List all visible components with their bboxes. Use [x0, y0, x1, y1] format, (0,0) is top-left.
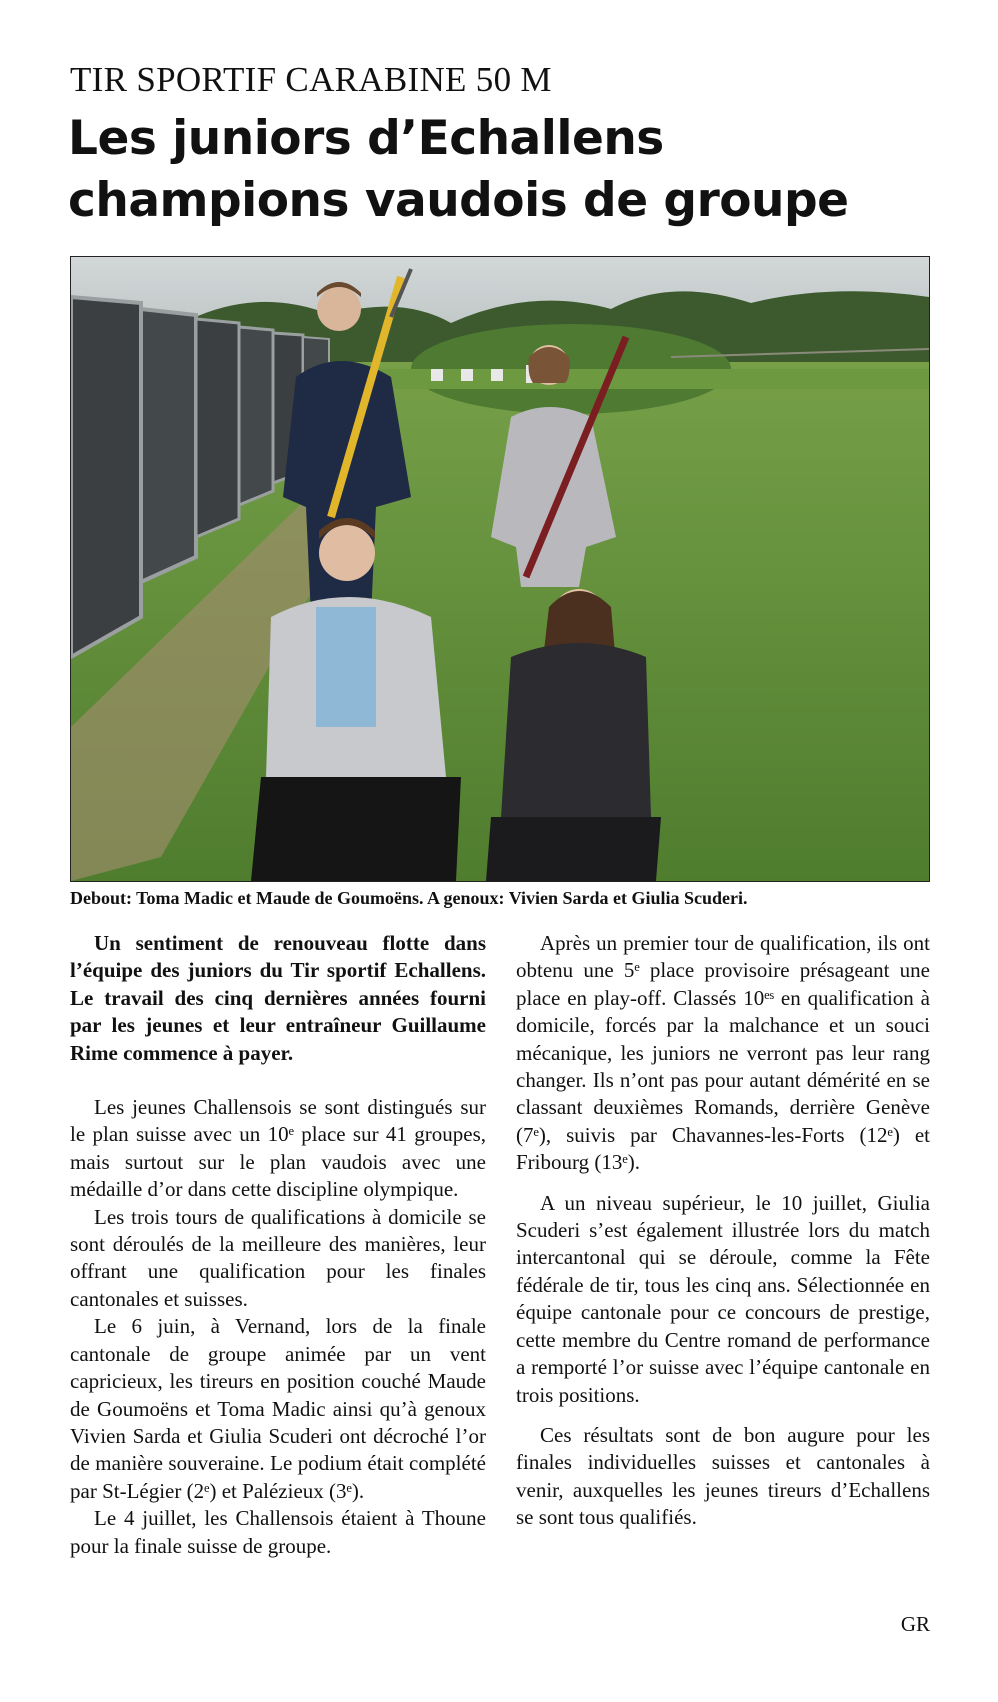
author-signature: GR: [900, 1612, 930, 1636]
article-column-left: [70, 930, 486, 1560]
article-column-right: [516, 930, 930, 1532]
article-kicker: TIR SPORTIF CARABINE 50 M: [70, 60, 552, 99]
body-paragraph: Ces résultats sont de bon augure pour les finales individuelles suisses et cantonales à venir, auxquelles les jeunes tireurs d’Echallens se sont tous qualifiés.: [516, 1422, 930, 1530]
article-headline: Les juniors d’Echallens champions vaudois de groupe: [68, 111, 849, 228]
body-paragraph: Le 4 juillet, les Challensois étaient à Thoune pour la finale suisse de groupe.: [70, 1506, 486, 1558]
body-paragraph: A un niveau supérieur, le 10 juillet, Giulia Scuderi s’est également illustrée lors du match intercantonal qui se déroule, comme la Fête fédérale de tir, tous les cinq ans. Sélectionnée en équipe cantonale pour ce concours de prestige, cette membre du Centre romand de performance a remporté l’or suisse avec l’équipe cantonale en trois positions.: [516, 1190, 930, 1407]
body-paragraph: Les trois tours de qualifications à domicile se sont déroulés de la meilleure des manières, leur offrant une qualification pour les finales cantonales et suisses.: [70, 1204, 486, 1311]
body-paragraph: Le 6 juin, à Vernand, lors de la finale cantonale de groupe animée par un vent capricieux, les tireurs en position couché Maude de Goumoëns et Toma Madic ainsi qu’à genoux Vivien Sarda et Giulia Scuderi ont décroché l’or de manière souveraine. Le podium était complété par St-Légier (2ᵉ) et Palézieux (3ᵉ).: [70, 1314, 486, 1503]
body-paragraph: Les jeunes Challensois se sont distingués sur le plan suisse avec un 10ᵉ place sur 41 groupes, mais surtout sur le plan vaudois avec une médaille d’or dans cette discipline olympique.: [70, 1095, 486, 1202]
shooting-range-photo-illustration: [71, 257, 929, 881]
article-lead: Un sentiment de renouveau flotte dans l’équipe des juniors du Tir sportif Echallens. Le travail des cinq dernières années fourni par les jeunes et leur entraîneur Guillaume Rime commence à payer.: [70, 931, 486, 1065]
body-paragraph: Après un premier tour de qualification, ils ont obtenu une 5ᵉ place provisoire présageant une place en play-off. Classés 10ᵉˢ en qualification à domicile, forcés par la malchance et un souci mécanique, les juniors ne verront pas leur rang changer. Ils n’ont pas pour autant démérité en se classant deuxièmes Romands, derrière Genève (7ᵉ), suivis par Chavannes-les-Forts (12ᵉ) et Fribourg (13ᵉ).: [516, 931, 930, 1175]
article-photo: [70, 256, 930, 882]
photo-caption: Debout: Toma Madic et Maude de Goumoëns. A genoux: Vivien Sarda et Giulia Scuderi.: [70, 888, 748, 908]
